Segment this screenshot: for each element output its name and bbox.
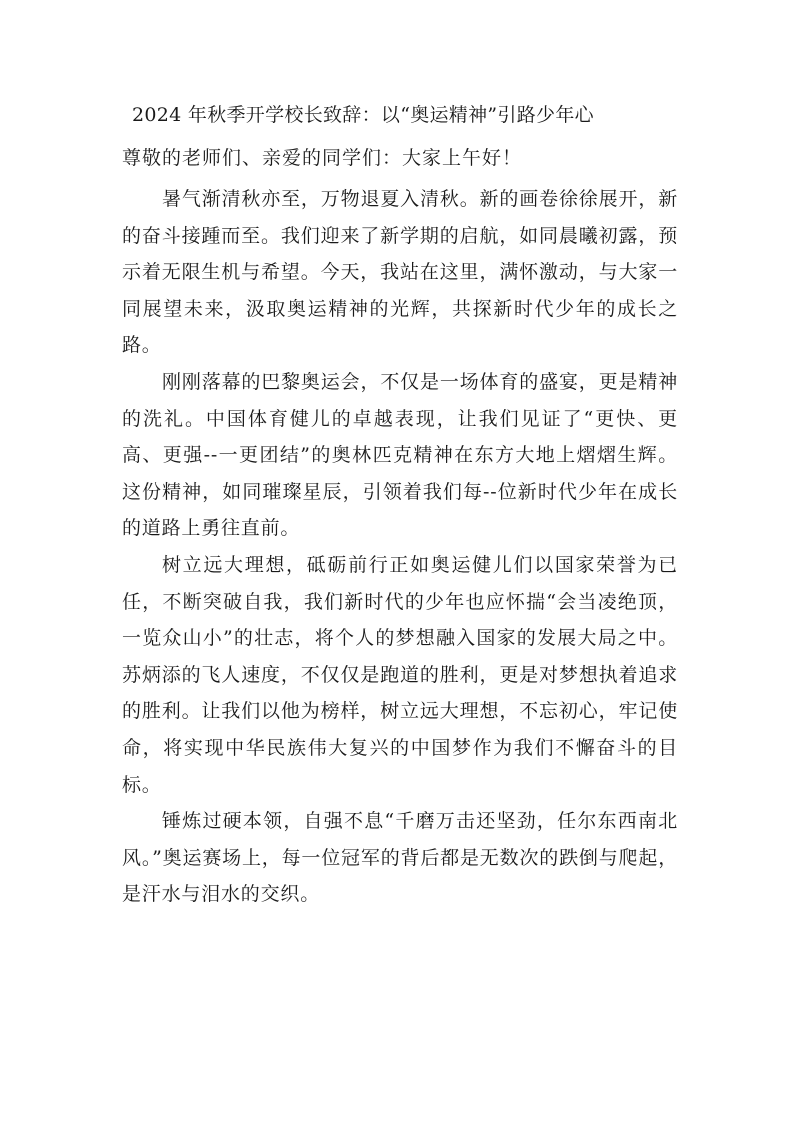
document-title: 2024 年秋季开学校长致辞：以“奥运精神”引路少年心 (132, 104, 594, 126)
document-body (122, 181, 678, 913)
paragraph: 树立远大理想，砥砺前行正如奥运健儿们以国家荣誉为已任，不断突破自我，我们新时代的少年也应怀揣“会当凌绝顶，一览众山小”的壮志，将个人的梦想融入国家的发展大局之中。苏炳添的飞人速度，不仅仅是跑道的胜利，更是对梦想执着追求的胜利。让我们以他为榜样，树立远大理想，不忘初心，牢记使命，将实现中华民族伟大复兴的中国梦作为我们不懈奋斗的目标。 (122, 553, 678, 796)
paragraph: 暑气渐清秋亦至，万物退夏入清秋。新的画卷徐徐展开，新的奋斗接踵而至。我们迎来了新学期的启航，如同晨曦初露，预示着无限生机与希望。今天，我站在这里，满怀激动，与大家一同展望未来，汲取奥运精神的光辉，共探新时代少年的成长之路。 (122, 188, 678, 357)
paragraph: 刚刚落幕的巴黎奥运会，不仅是一场体育的盛宴，更是精神的洗礼。中国体育健儿的卓越表现，让我们见证了“更快、更高、更强--一更团结”的奥林匹克精神在东方大地上熠熠生辉。这份精神，如同璀璨星辰，引领着我们每--位新时代少年在成长的道路上勇往直前。 (122, 370, 678, 540)
paragraph: 锤炼过硬本领，自强不息“千磨万击还坚劲，任尔东西南北风。”奥运赛场上，每一位冠军的背后都是无数次的跌倒与爬起，是汗水与泪水的交织。 (122, 810, 678, 906)
greeting-line: 尊敬的老师们、亲爱的同学们：大家上午好！ (122, 147, 523, 169)
